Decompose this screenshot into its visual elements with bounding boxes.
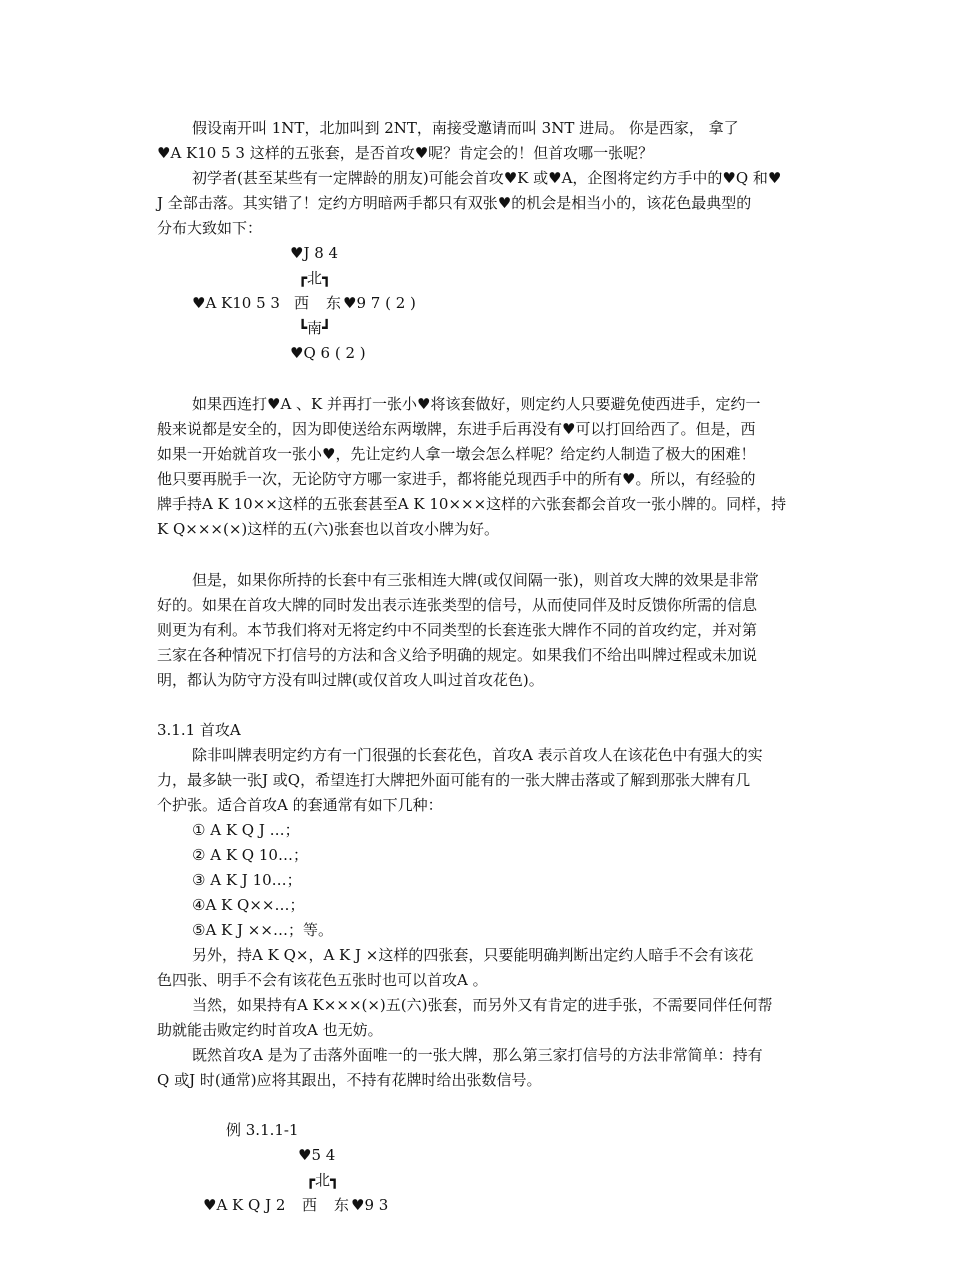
example-west-hand: ♥A K Q J 2 <box>203 1196 286 1214</box>
diagram-1-east-hand: ♥9 7 ( 2 ) <box>343 294 416 312</box>
diagram-1-east-label: 东 <box>326 294 342 312</box>
section-line-2: 力，最多缺一张J 或Q，希望连打大牌把外面可能有的一张大牌击落或了解到那张大牌有几 <box>157 771 751 789</box>
paragraph-4-line-3: 则更为有利。本节我们将对无将定约中不同类型的长套连张大牌作不同的首攻约定，并对第 <box>157 621 758 639</box>
paragraph-4-line-1: 但是，如果你所持的长套中有三张相连大牌(或仅间隔一张)，则首攻大牌的效果是非常 <box>192 571 759 589</box>
diagram-1-west-label: 西 <box>294 294 310 312</box>
diagram-1-north-label: ┏北┓ <box>298 269 332 287</box>
paragraph-7-line-1: 既然首攻A 是为了击落外面唯一的一张大牌，那么第三家打信号的方法非常简单：持有 <box>192 1046 763 1064</box>
section-line-3: 个护张。适合首攻A 的套通常有如下几种： <box>157 796 443 814</box>
diagram-1-south-hand: ♥Q 6 ( 2 ) <box>290 344 366 362</box>
list-item: ② A K Q 10…； <box>192 846 308 864</box>
list-item: ④A K Q××…； <box>192 896 305 914</box>
paragraph-2-line-2: J 全部击落。其实错了！定约方明暗两手都只有双张♥的机会是相当小的，该花色最典型的 <box>157 194 752 212</box>
list-item: ① A K Q J …； <box>192 821 300 839</box>
paragraph-3-line-3: 如果一开始就首攻一张小♥，先让定约人拿一墩会怎么样呢？给定约人制造了极大的困难！ <box>157 445 756 463</box>
paragraph-2-line-3: 分布大致如下： <box>157 219 263 237</box>
paragraph-6-line-1: 当然，如果持有A K×××(×)五(六)张套，而另外又有肯定的进手张，不需要同伴任何帮 <box>192 996 773 1014</box>
paragraph-4-line-5: 明，都认为防守方没有叫过牌(或仅首攻人叫过首攻花色)。 <box>157 671 544 689</box>
paragraph-3-line-4: 他只要再脱手一次，无论防守方哪一家进手，都将能兑现西手中的所有♥。所以，有经验的 <box>157 470 756 488</box>
paragraph-5-line-1: 另外，持A K Q×，A K J ×这样的四张套，只要能明确判断出定约人暗手不会有该花 <box>192 946 754 964</box>
diagram-1-south-label: ┗南┛ <box>298 319 332 337</box>
paragraph-6-line-2: 助就能击败定约时首攻A 也无妨。 <box>157 1021 383 1039</box>
paragraph-3-line-2: 般来说都是安全的，因为即使送给东两墩牌，东进手后再没有♥可以打回给西了。但是，西 <box>157 420 756 438</box>
example-east-hand: ♥9 3 <box>351 1196 389 1214</box>
paragraph-7-line-2: Q 或J 时(通常)应将其跟出，不持有花牌时给出张数信号。 <box>157 1071 542 1089</box>
section-line-1: 除非叫牌表明定约方有一门很强的长套花色，首攻A 表示首攻人在该花色中有强大的实 <box>192 746 763 764</box>
section-heading: 3.1.1 首攻A <box>157 721 241 739</box>
example-west-label: 西 <box>302 1196 318 1214</box>
diagram-1-north-hand: ♥J 8 4 <box>290 244 339 262</box>
example-north-hand: ♥5 4 <box>298 1146 336 1164</box>
example-north-label: ┏北┓ <box>306 1171 340 1189</box>
list-item: ⑤A K J ××…；等。 <box>192 921 333 939</box>
paragraph-3-line-5: 牌手持A K 10××这样的五张套甚至A K 10×××这样的六张套都会首攻一张小牌的。同样，持 <box>157 495 787 513</box>
example-label: 例 3.1.1-1 <box>226 1121 299 1139</box>
paragraph-1-line-1: 假设南开叫 1NT，北加叫到 2NT，南接受邀请而叫 3NT 进局。 你是西家， 拿了 <box>192 119 739 137</box>
paragraph-2-line-1: 初学者(甚至某些有一定牌龄的朋友)可能会首攻♥K 或♥A，企图将定约方手中的♥Q 和♥ <box>192 169 782 187</box>
paragraph-4-line-4: 三家在各种情况下打信号的方法和含义给予明确的规定。如果我们不给出叫牌过程或未加说 <box>157 646 758 664</box>
paragraph-4-line-2: 好的。如果在首攻大牌的同时发出表示连张类型的信号，从而使同伴及时反馈你所需的信息 <box>157 596 758 614</box>
example-east-label: 东 <box>334 1196 350 1214</box>
diagram-1-west-hand: ♥A K10 5 3 <box>192 294 280 312</box>
list-item: ③ A K J 10…； <box>192 871 302 889</box>
paragraph-3-line-6: K Q×××(×)这样的五(六)张套也以首攻小牌为好。 <box>157 520 499 538</box>
paragraph-5-line-2: 色四张、明手不会有该花色五张时也可以首攻A 。 <box>157 971 488 989</box>
paragraph-3-line-1: 如果西连打♥A 、K 并再打一张小♥将该套做好，则定约人只要避免使西进手，定约一 <box>192 395 761 413</box>
paragraph-1-line-2: ♥A K10 5 3 这样的五张套，是否首攻♥呢？肯定会的！但首攻哪一张呢？ <box>157 144 654 162</box>
